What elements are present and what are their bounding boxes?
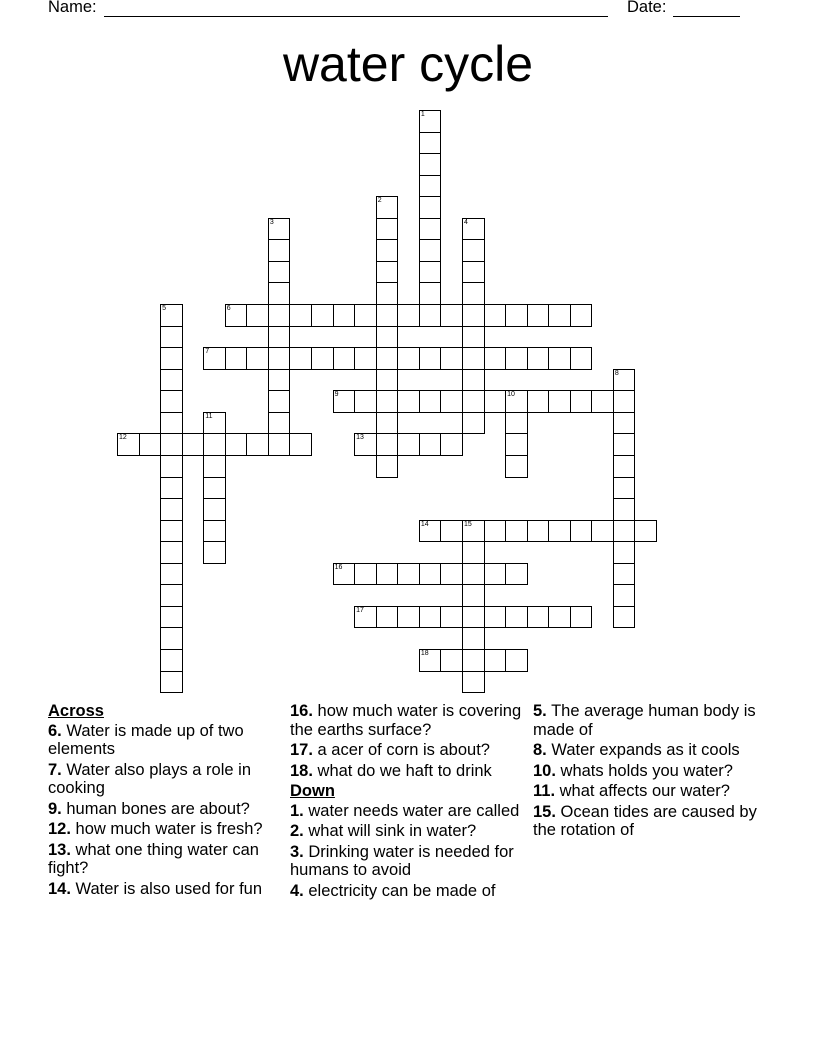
grid-cell[interactable] [354,433,377,456]
grid-cell[interactable] [376,261,399,284]
grid-cell[interactable] [203,541,226,564]
down-heading: Down [290,782,335,800]
grid-cell[interactable] [613,477,636,500]
grid-cell[interactable] [354,304,377,327]
grid-cell[interactable] [505,520,528,543]
grid-cell[interactable] [419,175,442,198]
grid-cell[interactable] [268,282,291,305]
grid-cell[interactable] [311,304,334,327]
down-clue [290,882,530,901]
grid-cell[interactable] [462,282,485,305]
grid-cell[interactable] [139,433,162,456]
down-clue [290,822,530,841]
grid-cell[interactable] [527,304,550,327]
grid-cell[interactable] [419,132,442,155]
clue-text: how much water is fresh? [75,820,263,838]
grid-cell[interactable] [419,520,442,543]
grid-cell[interactable] [440,347,463,370]
grid-cell[interactable] [376,218,399,241]
grid-cell[interactable] [333,347,356,370]
clue-number: 7 [205,348,210,356]
grid-cell[interactable] [570,304,593,327]
clue-number: 14. [48,879,71,898]
grid-cell[interactable] [484,304,507,327]
clue-number: 10. [533,761,556,780]
down-clue [533,762,773,781]
grid-cell[interactable] [505,563,528,586]
clue-number: 9 [334,391,339,399]
grid-cell[interactable] [268,390,291,413]
grid-cell[interactable] [419,110,442,133]
clue-number: 12 [119,434,127,442]
clue-text: human bones are about? [66,799,250,818]
across-clue [48,800,284,819]
grid-cell[interactable] [160,455,183,478]
across-clue [48,820,284,839]
clue-number: 4. [290,881,304,900]
grid-cell[interactable] [462,304,485,327]
grid-cell[interactable] [462,563,485,586]
grid-cell[interactable] [268,304,291,327]
grid-cell[interactable] [397,563,420,586]
clue-number: 16 [334,563,343,571]
clue-number: 6. [48,721,62,740]
grid-cell[interactable] [376,304,399,327]
down-clue [533,741,773,760]
grid-cell[interactable] [419,282,442,305]
grid-cell[interactable] [268,239,291,262]
grid-cell[interactable] [160,369,183,392]
grid-cell[interactable] [160,606,183,629]
grid-cell[interactable] [419,563,442,586]
grid-cell[interactable] [419,261,442,284]
clue-number: 6 [226,305,231,313]
grid-cell[interactable] [462,239,485,262]
clue-text: what do we haft to drink [317,761,492,780]
grid-cell[interactable] [225,304,248,327]
across-clue [290,702,530,739]
grid-cell[interactable] [160,520,183,543]
clue-text: water needs water are called [308,801,520,820]
grid-cell[interactable] [397,304,420,327]
grid-cell[interactable] [548,347,571,370]
grid-cell[interactable] [419,606,442,629]
grid-cell[interactable] [527,390,550,413]
grid-cell[interactable] [246,433,269,456]
grid-cell[interactable] [225,433,248,456]
across-clue [48,841,284,878]
grid-cell[interactable] [613,606,636,629]
clue-text: whats holds you water? [560,761,733,780]
grid-cell[interactable] [203,498,226,521]
across-clue [290,741,530,760]
clue-number: 17 [356,606,364,614]
grid-cell[interactable] [484,520,507,543]
clues-column-3 [533,702,773,842]
grid-cell[interactable] [354,606,377,629]
grid-cell[interactable] [634,520,657,543]
grid-cell[interactable] [333,304,356,327]
grid-cell[interactable] [397,390,420,413]
clue-number: 9. [48,799,62,818]
clue-number: 13 [356,434,364,442]
grid-cell[interactable] [160,433,183,456]
clue-number: 2. [290,822,304,840]
grid-cell[interactable] [548,606,571,629]
grid-cell[interactable] [376,196,399,219]
grid-cell[interactable] [440,390,463,413]
grid-cell[interactable] [613,455,636,478]
grid-cell[interactable] [462,390,485,413]
grid-cell[interactable] [613,433,636,456]
grid-cell[interactable] [462,347,485,370]
grid-cell[interactable] [333,390,356,413]
grid-cell[interactable] [527,347,550,370]
grid-cell[interactable] [268,218,291,241]
grid-cell[interactable] [505,304,528,327]
grid-cell[interactable] [160,671,183,694]
clue-text: Ocean tides are caused by the rotation of [533,802,757,839]
grid-cell[interactable] [376,433,399,456]
grid-cell[interactable] [570,520,593,543]
grid-cell[interactable] [376,282,399,305]
grid-cell[interactable] [570,606,593,629]
clue-text: electricity can be made of [308,881,496,900]
across-clue [48,761,284,798]
grid-cell[interactable] [419,218,442,241]
clue-text: how much water is covering the earths surface? [290,702,522,739]
clue-number: 7. [48,760,62,779]
grid-cell[interactable] [354,347,377,370]
clue-number: 8. [533,741,547,759]
grid-cell[interactable] [160,649,183,672]
grid-cell[interactable] [376,326,399,349]
grid-cell[interactable] [289,304,312,327]
clue-number: 18. [290,761,313,780]
grid-cell[interactable] [419,239,442,262]
grid-cell[interactable] [160,412,183,435]
grid-cell[interactable] [440,606,463,629]
clue-number: 10 [507,391,515,399]
down-clue [533,702,773,739]
grid-cell[interactable] [376,239,399,262]
grid-cell[interactable] [613,369,636,392]
grid-cell[interactable] [440,520,463,543]
grid-cell[interactable] [397,347,420,370]
down-clue [290,802,530,821]
clue-number: 8 [614,369,619,377]
grid-cell[interactable] [160,347,183,370]
grid-cell[interactable] [505,649,528,672]
grid-cell[interactable] [376,369,399,392]
grid-cell[interactable] [462,541,485,564]
grid-cell[interactable] [376,412,399,435]
grid-cell[interactable] [462,520,485,543]
clue-number: 15 [463,520,472,528]
grid-cell[interactable] [484,606,507,629]
grid-cell[interactable] [419,649,442,672]
grid-cell[interactable] [548,520,571,543]
clue-number: 16. [290,702,313,720]
grid-cell[interactable] [333,563,356,586]
clue-text: Drinking water is needed for humans to avoid [290,842,514,879]
across-clue [48,880,284,899]
grid-cell[interactable] [505,455,528,478]
clue-number: 5. [533,702,547,720]
grid-cell[interactable] [160,304,183,327]
date-label: Date: [627,0,667,16]
clues-column-1 [48,702,284,900]
grid-cell[interactable] [613,390,636,413]
grid-cell[interactable] [289,347,312,370]
grid-cell[interactable] [160,563,183,586]
date-field-line[interactable] [673,16,740,17]
grid-cell[interactable] [203,520,226,543]
name-label: Name: [48,0,97,16]
grid-cell[interactable] [484,390,507,413]
grid-cell[interactable] [613,412,636,435]
grid-cell[interactable] [376,347,399,370]
clue-text: The average human body is made of [533,702,756,739]
grid-cell[interactable] [203,412,226,435]
grid-cell[interactable] [462,326,485,349]
grid-cell[interactable] [376,606,399,629]
clue-number: 17. [290,741,313,759]
grid-cell[interactable] [160,326,183,349]
grid-cell[interactable] [613,520,636,543]
grid-cell[interactable] [419,347,442,370]
clue-number: 12. [48,820,71,838]
grid-cell[interactable] [160,627,183,650]
clue-number: 15. [533,802,556,821]
grid-cell[interactable] [419,433,442,456]
grid-cell[interactable] [160,541,183,564]
puzzle-title: water cycle [282,36,534,92]
grid-cell[interactable] [462,369,485,392]
clue-text: Water expands as it cools [551,741,740,759]
clues-column-2 [290,702,530,902]
grid-cell[interactable] [462,218,485,241]
grid-cell[interactable] [160,390,183,413]
across-clue [48,722,284,759]
clue-text: Water also plays a role in cooking [48,760,251,797]
grid-cell[interactable] [203,477,226,500]
grid-cell[interactable] [311,347,334,370]
grid-cell[interactable] [419,304,442,327]
grid-cell[interactable] [505,390,528,413]
grid-cell[interactable] [548,390,571,413]
grid-cell[interactable] [354,390,377,413]
across-heading: Across [48,702,104,720]
across-clue [290,762,530,781]
grid-cell[interactable] [376,563,399,586]
clue-number: 1. [290,801,304,820]
grid-cell[interactable] [160,498,183,521]
down-clue [533,803,773,840]
clue-text: what one thing water can fight? [48,840,259,877]
grid-cell[interactable] [548,304,571,327]
grid-cell[interactable] [397,433,420,456]
grid-cell[interactable] [591,520,614,543]
grid-cell[interactable] [462,606,485,629]
grid-cell[interactable] [484,649,507,672]
grid-cell[interactable] [203,347,226,370]
grid-cell[interactable] [613,541,636,564]
grid-cell[interactable] [505,606,528,629]
grid-cell[interactable] [613,498,636,521]
clue-number: 2 [377,197,382,205]
grid-cell[interactable] [160,584,183,607]
grid-cell[interactable] [182,433,205,456]
grid-cell[interactable] [505,347,528,370]
down-clue [533,782,773,801]
grid-cell[interactable] [419,196,442,219]
grid-cell[interactable] [462,261,485,284]
grid-cell[interactable] [354,563,377,586]
grid-cell[interactable] [462,671,485,694]
grid-cell[interactable] [484,347,507,370]
grid-cell[interactable] [462,649,485,672]
grid-cell[interactable] [268,326,291,349]
grid-cell[interactable] [268,412,291,435]
grid-cell[interactable] [613,584,636,607]
grid-cell[interactable] [484,563,507,586]
clue-text: Water is made up of two elements [48,721,244,758]
grid-cell[interactable] [462,412,485,435]
clue-number: 3. [290,842,304,861]
grid-cell[interactable] [440,304,463,327]
clue-number: 11 [205,412,213,420]
clue-number: 3 [269,218,274,226]
grid-cell[interactable] [570,347,593,370]
grid-cell[interactable] [268,369,291,392]
grid-cell[interactable] [613,563,636,586]
grid-cell[interactable] [289,433,312,456]
grid-cell[interactable] [462,627,485,650]
clue-number: 5 [162,305,167,313]
name-field-line[interactable] [104,16,608,17]
grid-cell[interactable] [397,606,420,629]
grid-cell[interactable] [419,153,442,176]
grid-cell[interactable] [419,390,442,413]
grid-cell[interactable] [376,455,399,478]
grid-cell[interactable] [591,390,614,413]
clue-text: what will sink in water? [308,822,477,840]
grid-cell[interactable] [505,433,528,456]
grid-cell[interactable] [268,433,291,456]
clue-number: 18 [420,650,429,657]
grid-cell[interactable] [570,390,593,413]
grid-cell[interactable] [246,304,269,327]
grid-cell[interactable] [505,412,528,435]
clue-number: 11. [533,782,556,800]
grid-cell[interactable] [268,261,291,284]
grid-cell[interactable] [440,563,463,586]
grid-cell[interactable] [527,606,550,629]
clue-number: 1 [420,111,425,118]
clue-text: Water is also used for fun [75,879,263,898]
grid-cell[interactable] [160,477,183,500]
grid-cell[interactable] [440,649,463,672]
clue-text: what affects our water? [559,782,730,800]
clue-number: 14 [420,520,429,528]
grid-cell[interactable] [376,390,399,413]
grid-cell[interactable] [203,455,226,478]
grid-cell[interactable] [440,433,463,456]
grid-cell[interactable] [117,433,140,456]
grid-cell[interactable] [246,347,269,370]
grid-cell[interactable] [203,433,226,456]
clue-number: 13. [48,840,71,859]
grid-cell[interactable] [225,347,248,370]
grid-cell[interactable] [462,584,485,607]
down-clue [290,843,530,880]
clue-text: a acer of corn is about? [317,741,490,759]
grid-cell[interactable] [268,347,291,370]
clue-number: 4 [463,218,468,226]
grid-cell[interactable] [527,520,550,543]
